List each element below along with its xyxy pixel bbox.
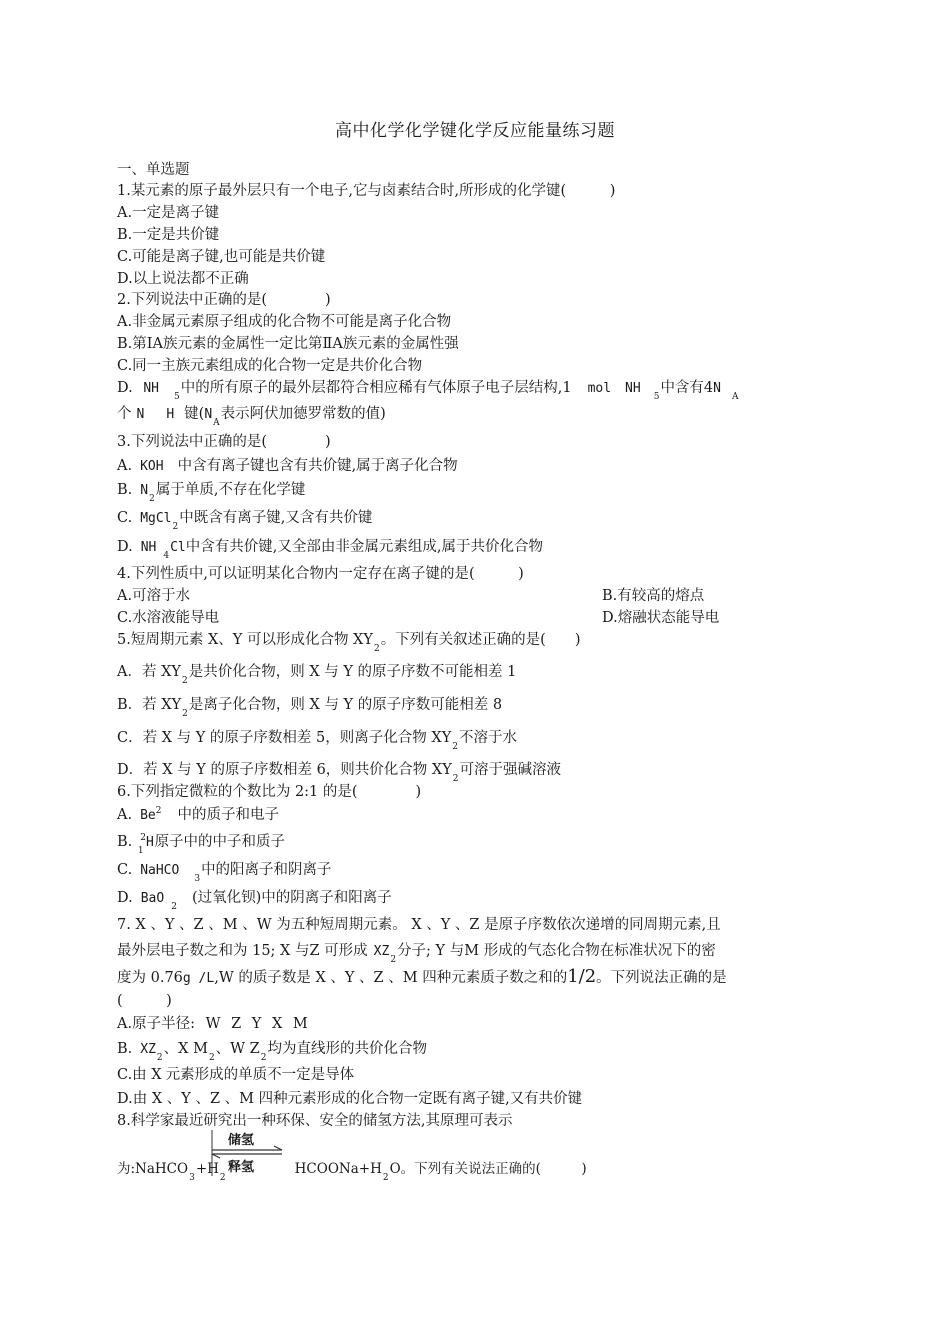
question-5-option-b <box>117 696 503 719</box>
option-label: B. <box>117 834 133 850</box>
question-7-option-a: A.原子半径: W Z Y X M <box>117 1016 308 1032</box>
question-8-line-2 <box>117 1160 587 1183</box>
subscript: 2 <box>172 522 179 532</box>
formula: XZ <box>373 944 390 959</box>
text: C.由 X <box>117 1067 162 1083</box>
question-4-option-a: A.可溶于水 <box>117 588 191 604</box>
question-2-option-d-line2 <box>117 405 386 428</box>
question-7-option-c <box>117 1066 354 1084</box>
text: C．若 X 与 Y 的原子序数相差 5，则离子化合物 XY <box>117 730 452 746</box>
subscript: 3 <box>189 1173 195 1183</box>
question-8-line-1: 8.科学家最近研究出一种环保、安全的储氢方法,其原理可表示 <box>117 1113 513 1129</box>
text: (过氧化钡)中的阴离子和阳离子 <box>191 890 392 906</box>
formula: NH <box>140 540 157 555</box>
text: O。下列有关说法正确的( ) <box>389 1161 587 1177</box>
question-2-stem: 2.下列说法中正确的是( ) <box>117 292 331 308</box>
formula: MgCl <box>140 511 172 526</box>
subscript: 2 <box>382 1173 389 1183</box>
superscript: 2 <box>140 833 146 843</box>
subscript: A <box>732 392 739 402</box>
question-5-option-c <box>117 729 517 752</box>
question-7-line-4: ( ) <box>117 993 172 1009</box>
text: 表示阿伏加德罗常数的值) <box>220 406 386 422</box>
arrow-label-reverse: 释氢 <box>228 1160 255 1175</box>
text: 中的所有原子的最外层都符合相应稀有气体原子电子层结构,1 <box>180 380 572 396</box>
question-1-option-d: D.以上说法都不正确 <box>117 271 249 287</box>
text: 中的质子和电子 <box>177 807 279 823</box>
question-5-option-d <box>117 761 562 784</box>
text: 中的阳离子和阴离子 <box>201 862 332 878</box>
formula: NaHCO <box>140 863 180 878</box>
question-6-option-d <box>117 889 392 912</box>
arrow-label-forward: 储氢 <box>228 1133 255 1148</box>
text: 中含有离子键也含有共价键,属于离子化合物 <box>177 458 458 474</box>
question-7-line-2 <box>117 942 716 965</box>
option-label: C. <box>117 510 133 526</box>
question-2-option-d-line1 <box>117 379 740 402</box>
question-6-option-b <box>117 833 286 856</box>
text: 个 <box>117 406 132 422</box>
subscript: 4 <box>163 551 170 561</box>
text: 是离子化合物，则 X 与 Y 的原子序数可能相差 8 <box>188 697 503 713</box>
subscript: 5 <box>653 392 660 402</box>
question-3-option-a <box>117 457 458 476</box>
formula: N <box>204 407 213 422</box>
text: A．若 XY <box>117 664 181 680</box>
page-title: 高中化学化学键化学反应能量练习题 <box>335 121 615 141</box>
text: 最外层电子数之和为 15; X 与Z 可形成 <box>117 943 368 959</box>
question-7-option-b <box>117 1040 427 1063</box>
subscript: 5 <box>173 392 180 402</box>
text: 不溶于水 <box>459 730 517 746</box>
question-7-option-d: D.由 X 、Y 、Z 、M 四种元素形成的化合物一定既有离子键,又有共价键 <box>117 1091 583 1107</box>
unit: mol <box>587 381 612 396</box>
option-label: B. <box>117 482 133 498</box>
question-6-stem: 6.下列指定微粒的个数比为 2:1 的是( ) <box>117 784 422 800</box>
question-7-line-1: 7. X 、Y 、Z 、M 、W 为五种短周期元素。 X 、Y 、Z 是原子序数依次递增的同周期元素,且 <box>117 917 721 933</box>
question-5-option-a <box>117 663 517 686</box>
question-1-stem: 1.某元素的原子最外层只有一个电子,它与卤素结合时,所形成的化学键( ) <box>117 183 616 199</box>
text: 原子中的中子和质子 <box>154 834 286 850</box>
text: 。下列说法正确的是 <box>596 970 727 986</box>
option-label: D. <box>117 380 133 396</box>
text: B．若 XY <box>117 697 182 713</box>
subscript: A <box>213 418 220 428</box>
text: 分子; Y 与M 形成的气态化合物在标准状况下的密 <box>397 943 716 959</box>
question-4-option-b: B.有较高的熔点 <box>602 588 705 604</box>
question-4-option-d: D.熔融状态能导电 <box>602 610 720 626</box>
subscript: 2 <box>182 709 188 719</box>
text: D．若 X 与 Y 的原子序数相差 6，则共价化合物 XY <box>117 762 452 778</box>
subscript: 2 <box>452 742 458 752</box>
superscript: 2 <box>155 806 162 816</box>
text: 均为直线形的共价化合物 <box>267 1041 427 1057</box>
question-2-option-a: A.非金属元素原子组成的化合物不可能是离子化合物 <box>117 314 452 330</box>
question-1-option-a: A.一定是离子键 <box>117 205 220 221</box>
subscript: 2 <box>208 1053 215 1063</box>
formula: Be <box>140 808 156 823</box>
text: +H <box>195 1161 219 1177</box>
formula: XZ <box>140 1042 156 1057</box>
text: 可溶于强碱溶液 <box>459 762 562 778</box>
option-label: D. <box>117 890 133 906</box>
question-2-option-c: C.同一主族元素组成的化合物一定是共价化合物 <box>117 358 423 374</box>
text: 键( <box>184 406 205 422</box>
option-label: C. <box>117 862 133 878</box>
question-7-line-3 <box>117 968 727 988</box>
formula: NH <box>143 381 159 396</box>
formula: N <box>140 483 149 498</box>
subscript: 2 <box>452 774 459 784</box>
text: 元素形成的单质不一定是导体 <box>165 1067 355 1083</box>
text: 、W Z <box>215 1041 260 1057</box>
text: 属于单质,不存在化学键 <box>155 482 306 498</box>
question-5-stem <box>117 631 581 654</box>
subscript: 2 <box>390 955 397 965</box>
question-4-option-c: C.水溶液能导电 <box>117 610 220 626</box>
text: 、X M <box>163 1041 208 1057</box>
option-label: A. <box>117 458 133 474</box>
formula: N <box>713 381 721 396</box>
formula: H <box>166 407 175 422</box>
fraction: 1/2 <box>567 966 597 987</box>
text: 中含有共价键,又全部由非金属元素组成,属于共价化合物 <box>185 539 543 555</box>
text: 中含有4 <box>660 380 714 396</box>
text: 为:NaHCO <box>117 1161 189 1177</box>
text: 。下列有关叙述正确的是( ) <box>380 632 581 648</box>
subscript: 2 <box>171 902 177 912</box>
formula: BaO <box>140 891 165 906</box>
question-1-option-b: B.一定是共价键 <box>117 227 220 243</box>
text: 是共价化合物，则 X 与 Y 的原子序数不可能相差 1 <box>188 664 517 680</box>
text: 5.短周期元素 X、Y 可以形成化合物 XY <box>117 632 373 648</box>
question-1-option-c: C.可能是离子键,也可能是共价键 <box>117 249 326 265</box>
text: 度为 0.76 <box>117 970 183 986</box>
question-3-option-b <box>117 481 306 504</box>
formula: N <box>136 407 145 422</box>
option-label: A. <box>117 807 133 823</box>
question-2-option-b: B.第ⅠA族元素的金属性一定比第ⅡA族元素的金属性强 <box>117 336 459 352</box>
formula: H <box>146 835 154 850</box>
subscript: 2 <box>260 1053 267 1063</box>
section-heading: 一、单选题 <box>117 162 190 178</box>
question-6-option-c <box>117 861 332 884</box>
unit: g /L <box>182 971 215 986</box>
text: 中既含有离子键,又含有共价键 <box>179 510 373 526</box>
text: ,W 的质子数是 X 、Y 、Z 、M 四种元素质子数之和的 <box>214 970 568 986</box>
option-label: B. <box>117 1041 133 1057</box>
subscript: 2 <box>181 676 188 686</box>
option-label: D. <box>117 539 133 555</box>
subscript: 1 <box>137 846 144 856</box>
formula: KOH <box>140 459 164 474</box>
question-4-stem: 4.下列性质中,可以证明某化合物内一定存在离子键的是( ) <box>117 566 524 582</box>
subscript: 2 <box>373 644 380 654</box>
formula: Cl <box>170 540 186 555</box>
question-3-option-c <box>117 509 373 532</box>
text: HCOONa+H <box>294 1161 382 1177</box>
subscript: 2 <box>156 1053 163 1063</box>
question-3-stem: 3.下列说法中正确的是( ) <box>117 434 331 450</box>
question-3-option-d <box>117 538 543 561</box>
subscript: 3 <box>194 874 201 884</box>
question-6-option-a <box>117 806 279 826</box>
subscript: 2 <box>149 494 155 504</box>
subscript: 2 <box>219 1173 226 1183</box>
formula: NH <box>625 381 641 396</box>
